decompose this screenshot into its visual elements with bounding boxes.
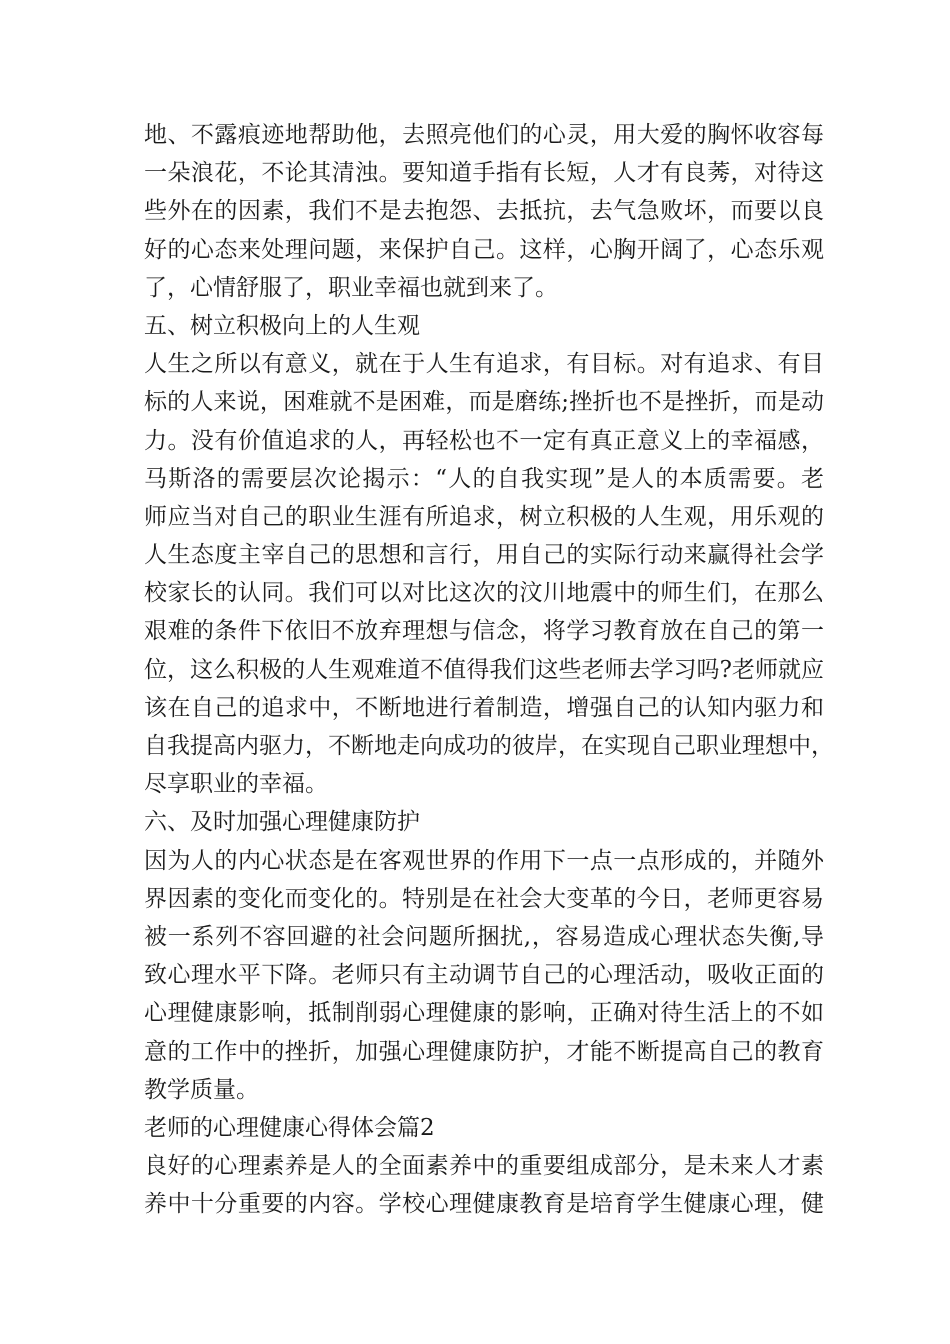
- text-line: 艰难的条件下依旧不放弃理想与信念，将学习教育放在自己的第一: [144, 618, 824, 645]
- text-line: 力。没有价值追求的人，再轻松也不一定有真正意义上的幸福感，: [144, 427, 824, 454]
- text-line: 该在自己的追求中，不断地进行着制造，增强自己的认知内驱力和: [144, 694, 824, 721]
- text-line: 心理健康影响，抵制削弱心理健康的影响，正确对待生活上的不如: [144, 1000, 824, 1027]
- text-line: 一朵浪花，不论其清浊。要知道手指有长短，人才有良莠，对待这: [144, 160, 824, 187]
- text-line: 人生态度主宰自己的思想和言行，用自己的实际行动来赢得社会学: [144, 542, 824, 569]
- text-line: 被一系列不容回避的社会问题所捆扰,，容易造成心理状态失衡,导: [144, 923, 824, 950]
- text-line: 马斯洛的需要层次论揭示：“人的自我实现”是人的本质需要。老: [144, 465, 824, 492]
- text-line: 致心理水平下降。老师只有主动调节自己的心理活动，吸收正面的: [144, 962, 824, 989]
- text-line: 师应当对自己的职业生涯有所追求，树立积极的人生观，用乐观的: [144, 503, 824, 530]
- text-line: 标的人来说，困难就不是困难，而是磨练;挫折也不是挫折，而是动: [144, 389, 824, 416]
- text-line: 意的工作中的挫折，加强心理健康防护，才能不断提高自己的教育: [144, 1038, 824, 1065]
- text-line: 因为人的内心状态是在客观世界的作用下一点一点形成的，并随外: [144, 847, 824, 874]
- text-line: 位，这么积极的人生观难道不值得我们这些老师去学习吗?老师就应: [144, 656, 824, 683]
- text-line: 了，心情舒服了，职业幸福也就到来了。: [144, 274, 558, 301]
- section-heading-6: 六、及时加强心理健康防护: [144, 809, 420, 836]
- text-line: 好的心态来处理问题，来保护自己。这样，心胸开阔了，心态乐观: [144, 236, 824, 263]
- article-heading: 老师的心理健康心得体会篇2: [144, 1114, 435, 1141]
- text-line: 良好的心理素养是人的全面素养中的重要组成部分，是未来人才素: [144, 1153, 824, 1180]
- text-line: 人生之所以有意义，就在于人生有追求，有目标。对有追求、有目: [144, 351, 824, 378]
- text-line: 教学质量。: [144, 1076, 259, 1103]
- section-heading-5: 五、树立积极向上的人生观: [144, 312, 420, 339]
- text-line: 校家长的认同。我们可以对比这次的汶川地震中的师生们，在那么: [144, 580, 824, 607]
- text-line: 地、不露痕迹地帮助他，去照亮他们的心灵，用大爱的胸怀收容每: [144, 122, 824, 148]
- text-line: 尽享职业的幸福。: [144, 771, 328, 798]
- document-body: [144, 116, 834, 1223]
- text-line: 些外在的因素，我们不是去抱怨、去抵抗，去气急败坏，而要以良: [144, 198, 824, 225]
- text-line: 界因素的变化而变化的。特别是在社会大变革的今日，老师更容易: [144, 885, 824, 912]
- text-line: 自我提高内驱力，不断地走向成功的彼岸，在实现自己职业理想中，: [144, 733, 834, 759]
- text-line: 养中十分重要的内容。学校心理健康教育是培育学生健康心理，健: [144, 1191, 824, 1218]
